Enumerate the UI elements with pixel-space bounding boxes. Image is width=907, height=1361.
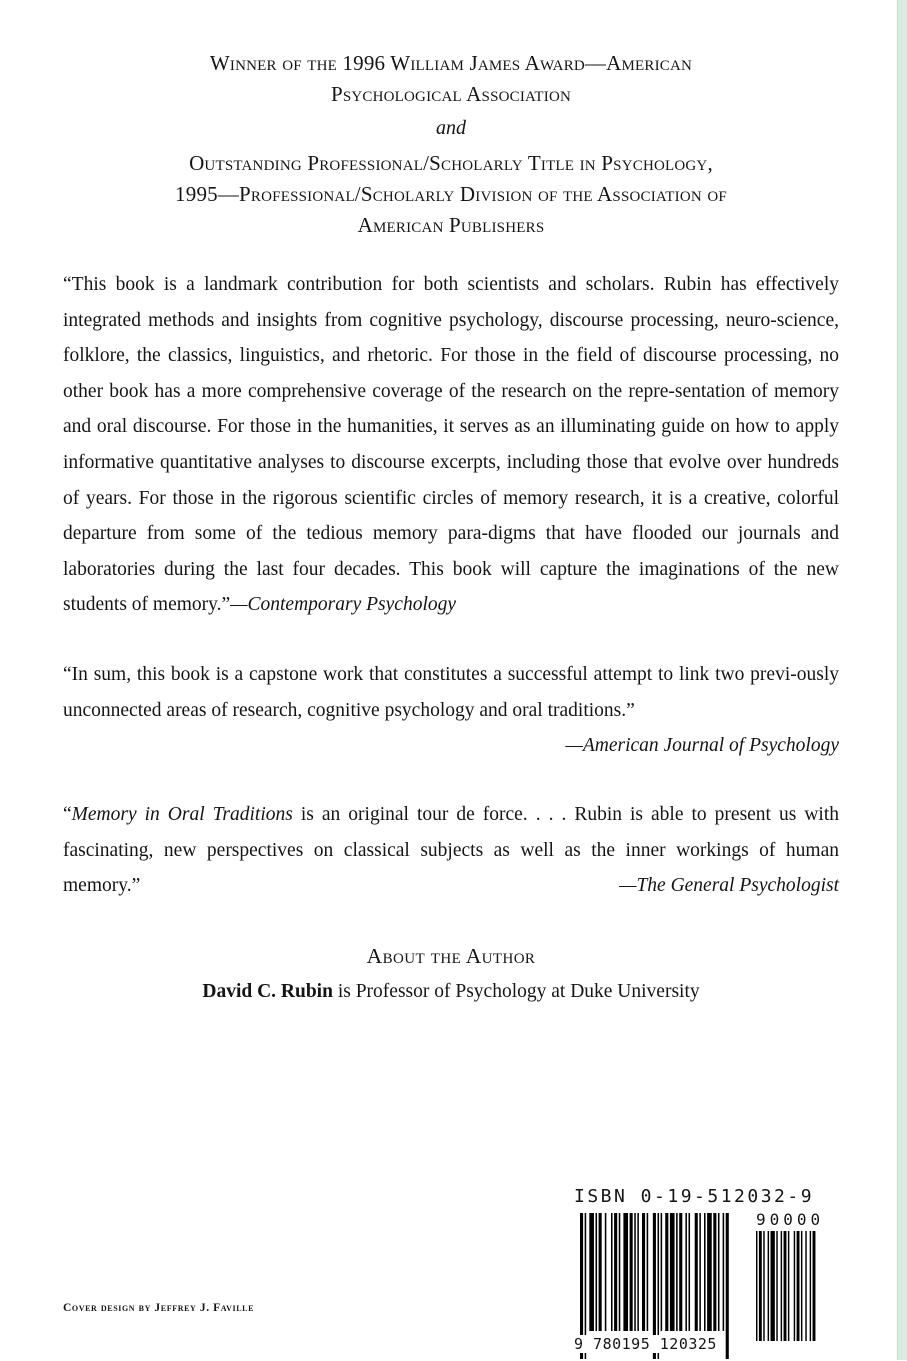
isbn-label: ISBN 0-19-512032-9 — [574, 1186, 815, 1207]
awards-block — [60, 48, 842, 241]
review-quote-1-text: “This book is a landmark contribution for both scientists and scholars. Rubin has effectively integrated methods and insights from cognitive psychology, discourse processing, neuro-science, folklore, the classics, linguistics, and rhetoric. For those in the field of discourse processing, no other book has a more comprehensive coverage of the research on the repre-sentation of memory and oral discourse. For those in the humanities, it serves as an illuminating guide on how to apply informative quantitative analyses to discourse excerpts, including those that evolve over hundreds of years. For those in the rigorous scientific circles of memory research, it is a creative, colorful departure from some of the tedious memory para-digms that have flooded our journals and laboratories during the last four decades. This book will capture the imaginations of the new students of memory.” — [63, 274, 839, 616]
barcode-bar — [756, 1231, 757, 1341]
barcode-addon-digits: 90000 — [756, 1210, 825, 1229]
about-author-block — [60, 939, 842, 1009]
award1-line1: Winner of the 1996 William James Award—American — [209, 51, 693, 75]
barcode-bar — [763, 1231, 764, 1341]
barcode-bar — [713, 1213, 716, 1331]
award2-line2: 1995—Professional/Scholarly Division of the Association of — [175, 182, 727, 206]
barcode-bar — [637, 1213, 639, 1331]
barcode — [574, 1209, 832, 1361]
barcode-bar — [788, 1231, 789, 1341]
award1-line2: Psychological Association — [330, 82, 572, 106]
barcode-bar — [676, 1213, 678, 1331]
cover-design-credit: Cover design by Jeffrey J. Faville — [63, 1302, 255, 1314]
barcode-bar — [784, 1231, 787, 1341]
barcode-bar — [623, 1213, 628, 1331]
barcode-bar — [699, 1213, 701, 1331]
about-author-text — [60, 975, 842, 1009]
barcode-bar — [605, 1213, 607, 1331]
barcode-bar — [771, 1231, 775, 1341]
barcode-bar — [810, 1231, 811, 1341]
award2-line3: American Publishers — [357, 213, 545, 237]
barcode-bar — [794, 1231, 795, 1341]
barcode-bar — [670, 1213, 675, 1331]
barcode-bar — [599, 1213, 602, 1331]
barcode-bar — [634, 1213, 636, 1331]
barcode-bar — [704, 1213, 706, 1331]
barcode-bar — [589, 1213, 594, 1331]
barcode-bar — [614, 1213, 617, 1331]
review-quote-3: “Memory in Oral Traditions is an original tour de force. . . . Rubin is able to present us with fascinating, new perspectives on classical subjects as well as the inner workings of human memory.” —The General Psychologist — [63, 797, 839, 904]
barcode-bar — [813, 1231, 816, 1341]
barcode-bar — [619, 1213, 621, 1331]
barcode-bar — [630, 1213, 633, 1331]
barcode-bar — [695, 1213, 698, 1331]
barcode-bar — [665, 1213, 668, 1331]
barcode-bar — [805, 1231, 806, 1341]
barcode-bar — [689, 1213, 691, 1331]
barcode-bar — [759, 1231, 762, 1341]
review-quote-2 — [63, 657, 839, 764]
award2-line1: Outstanding Professional/Scholarly Title in Psychology, — [189, 151, 713, 175]
barcode-bar — [642, 1213, 645, 1331]
barcode-bar — [707, 1213, 712, 1331]
page-edge-strip — [898, 0, 907, 1360]
barcode-bar — [776, 1231, 777, 1341]
barcode-bar — [781, 1231, 782, 1341]
awards-conjunction: and — [436, 117, 466, 139]
barcode-bar — [611, 1213, 613, 1331]
barcode-ean-digits: 9 780195 120325 — [574, 1335, 717, 1353]
barcode-bar — [723, 1213, 725, 1331]
review-quote-1 — [63, 267, 839, 623]
author-name: David C. Rubin — [202, 981, 333, 1002]
review-quote-3-book-title: Memory in Oral Traditions — [71, 804, 293, 825]
about-author-heading: About the Author — [366, 944, 536, 968]
barcode-bar — [685, 1213, 687, 1331]
barcode-bar — [718, 1213, 720, 1331]
barcode-bar — [647, 1213, 649, 1331]
barcode-bar — [768, 1231, 769, 1341]
review-quote-1-source: —Contemporary Psychology — [230, 594, 457, 616]
review-quote-2-source: —American Journal of Psychology — [565, 735, 839, 757]
barcode-bar — [801, 1231, 802, 1341]
barcode-bar — [679, 1213, 682, 1331]
review-quote-2-text: “In sum, this book is a capstone work that constitutes a successful attempt to link two previ-ously unconnected areas of research, cognitive psychology and oral traditions.” — [63, 664, 839, 721]
barcode-bar — [726, 1213, 729, 1359]
barcode-bar — [596, 1213, 598, 1331]
barcode-bar — [797, 1231, 800, 1341]
review-quote-3-source: —The General Psychologist — [619, 875, 839, 897]
barcode-bar — [661, 1213, 663, 1331]
page-edge-line — [897, 0, 898, 1360]
review-quote-3-text: is an original tour de force. . . . Rubin is able to present us with fascinating, new perspectives on classical subjects as well as the inner workings of human memory.” — [63, 804, 839, 897]
author-description: is Professor of Psychology at Duke University — [332, 981, 700, 1002]
